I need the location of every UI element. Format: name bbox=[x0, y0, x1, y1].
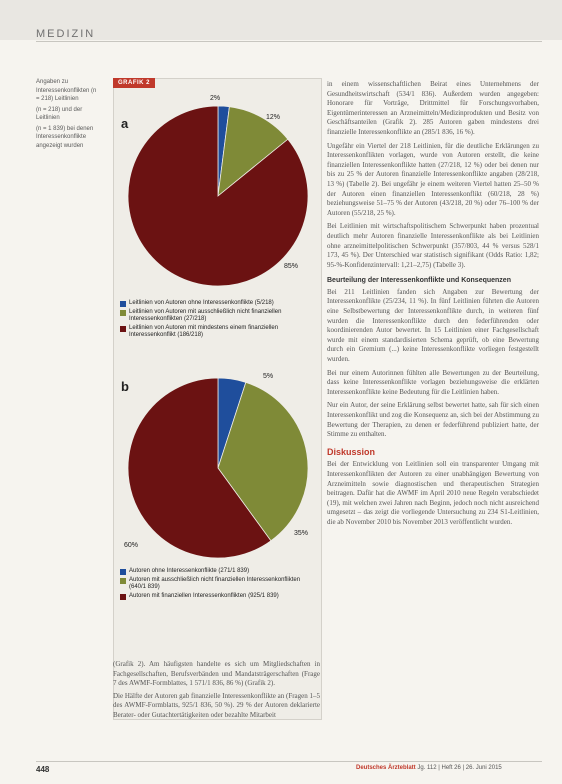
legend-b-label: Autoren mit ausschließlich nicht finanziellen Interessenkonflikten (640/1 839) bbox=[129, 576, 301, 590]
paragraph: in einem wissenschaftlichen Beirat eines Unternehmens der Gesundheitswirtschaft (534/1 836). Außerdem wurden angegeben: Honorare für Vorträge, Drittmittel für Forschungsvorhaben, Eigentümerinteressen an Arzneimitteln/Medizinprodukten und Besitz von Geschäftsanteilen (Grafik 2). 285 Autoren gaben mindestens drei finanzielle Interessenkonflikte an (285/1 836, 16 %). bbox=[327, 80, 539, 136]
section-heading: Diskussion bbox=[327, 446, 376, 457]
legend-b bbox=[120, 568, 315, 601]
side-caption-line: (n = 1 839) bei denen Interessenkonflikte angezeigt wurden bbox=[36, 125, 94, 149]
legend-a-item bbox=[120, 325, 315, 340]
side-caption-line: (n = 218) und der Leitlinien bbox=[36, 106, 83, 121]
pie-a-label-top: 2% bbox=[210, 95, 221, 102]
paragraph: Ungefähr ein Viertel der 218 Leitlinien, für die deutliche Erklärungen zu Interessenkonflikten vorlagen, wurde von Autoren erstellt, die keine finanziellen Interessenkonflikte hatten (27/218, 12 %) oder bei denen nur bis zu 25 % der Autoren finanzielle Interessenkonflikte angaben (28/218, 13 %) (Tabelle 2). Bei ungefähr je einem weiteren Viertel hatten 25–50 % der Autoren einen finanziellen Interessenkonflikt (60/218, 28 %) beziehungsweise 51–75 % der Autoren (43/218, 20 %) oder 76–100 % der Autoren (55/218, 25 %). bbox=[327, 141, 539, 217]
paragraph: Bei der Entwicklung von Leitlinien soll ein transparenter Umgang mit Interessenkonflikten der Autoren zu einer unabhängigen Bewertung von Arzneimitteln sowie diagnostischen und therapeutischen Strategien beitragen. Dafür hat die AWMF im April 2010 neue Regeln verabschiedet (19), mit welchen zwei Jahren nach Beginn, jedoch noch nicht ausreichend umgesetzt – das zeigt die vorliegende Untersuchung zu 234 S1-Leitlinien, die ab November 2010 bis November 2013 veröffentlicht wurden. bbox=[327, 460, 539, 526]
legend-b-label: Autoren mit finanziellen Interessenkonflikten (925/1 839) bbox=[129, 592, 279, 599]
body-column-right bbox=[327, 80, 539, 532]
figure-tag: GRAFIK 2 bbox=[113, 78, 155, 88]
section-title: MEDIZIN bbox=[36, 28, 96, 40]
subheading: Beurteilung der Interessenkonflikte und Konsequenzen bbox=[327, 277, 511, 285]
paragraph: Nur ein Autor, der seine Erklärung selbst bewertet hatte, sah für sich einen Interessenkonflikt und zog die Konsequenz an, sich bei der Abstimmung zu Bewertung der Therapien, zu denen er federführend publiziert hatte, der Stimme zu enthalten. bbox=[327, 401, 539, 439]
pie-b-label-left: 60% bbox=[124, 542, 139, 549]
legend-swatch bbox=[120, 594, 126, 600]
paragraph: Die Hälfte der Autoren gab finanzielle Interessenkonflikte an (Fragen 1–5 des AWMF-Formblatts, 925/1 836, 50 %). 29 % der Autoren deklarierte Berater- oder Gutachtertätigkeiten oder bezahlte Mitarbeit bbox=[113, 691, 321, 719]
legend-swatch bbox=[120, 578, 126, 584]
pie-a-label-bottom: 85% bbox=[284, 263, 299, 270]
legend-swatch bbox=[120, 310, 126, 316]
legend-b-item bbox=[120, 593, 315, 601]
legend-a-item bbox=[120, 309, 315, 324]
legend-b-label: Autoren ohne Interessenkonflikte (271/1 839) bbox=[129, 568, 250, 574]
legend-a-item bbox=[120, 300, 315, 308]
panel-b-letter: b bbox=[121, 379, 129, 394]
pie-chart-b bbox=[118, 368, 318, 568]
legend-a-label: Leitlinien von Autoren mit mindestens einem finanziellen Interessenkonflikt (186/218) bbox=[129, 324, 279, 338]
legend-b-item bbox=[120, 577, 315, 592]
figure-side-caption bbox=[36, 78, 98, 152]
page-number: 448 bbox=[36, 765, 50, 774]
pie-b-label-right: 35% bbox=[294, 530, 309, 537]
legend-a-label: Leitlinien von Autoren ohne Interessenkonflikte (5/218) bbox=[129, 300, 274, 306]
legend-swatch bbox=[120, 301, 126, 307]
journal-footer bbox=[356, 765, 502, 771]
side-caption-line: Angaben zu Interessenkonflikten (n = 218) Leitlinien bbox=[36, 79, 97, 102]
paragraph: Bei 211 Leitlinien fanden sich Angaben zur Bewertung der Interessenkonflikte (25/234, 11 %). In fünf Leitlinien führten die Autoren eine Selbstbewertung der Interessenkonflikte durch, in weiteren fünf wurden die Interessenkonflikte durch den federführenden oder koordinierenden Autor bewertet. In 15 Leitlinien einer Fachgesellschaft wurde mit einem standardisierten Schema geprüft, ob eine Bewertung durch ein Gremium (...) keine Interessenkonflikte vorliegen festgestellt wurden. bbox=[327, 287, 539, 364]
panel-a-letter: a bbox=[121, 116, 129, 131]
journal-issue: Jg. 112 | Heft 26 | 26. Juni 2015 bbox=[417, 765, 502, 771]
legend-b-item bbox=[120, 568, 315, 576]
footer-divider bbox=[36, 761, 542, 762]
legend-a-label: Leitlinien von Autoren mit ausschließlich nicht finanziellen Interessenkonflikten (27/218) bbox=[129, 308, 282, 322]
pie-a-label-right: 12% bbox=[266, 114, 281, 121]
header-divider bbox=[36, 41, 542, 42]
body-column-left bbox=[113, 660, 320, 724]
paragraph: Bei nur einem Autorinnen fühlten alle Bewertungen zu der Beurteilung, dass keine Interessenkonflikte vorlagen beziehungsweise die erklärten Interessenkonflikte keine Bedeutung für die Leitlinien haben. bbox=[327, 368, 539, 396]
journal-name: Deutsches Ärzteblatt bbox=[356, 765, 416, 771]
paragraph: (Grafik 2). Am häufigsten handelte es sich um Mitgliedschaften in Fachgesellschaften, Berufsverbänden und Mandatsträgerschaften (Frage 7 des AWMF-Formblattes, 1 571/1 836, 86 %) (Grafik 2). bbox=[113, 660, 320, 688]
legend-a bbox=[120, 300, 315, 341]
legend-swatch bbox=[120, 569, 126, 575]
paragraph: Bei Leitlinien mit wirtschaftspolitischem Schwerpunkt haben prozentual deutlich mehr Autoren finanzielle Interessenkonflikte als bei Leitlinien ohne arzneimittelpolitischen Schwerpunkt (357/803, 44 % versus 528/1 173, 45 %). Der Unterschied war statistisch signifikant (Odds Ratio: 1,82; 95-%-Konfidenzintervall: 1,21–2,75) (Tabelle 3). bbox=[327, 222, 539, 269]
pie-b-label-top: 5% bbox=[263, 373, 274, 380]
legend-swatch bbox=[120, 326, 126, 332]
